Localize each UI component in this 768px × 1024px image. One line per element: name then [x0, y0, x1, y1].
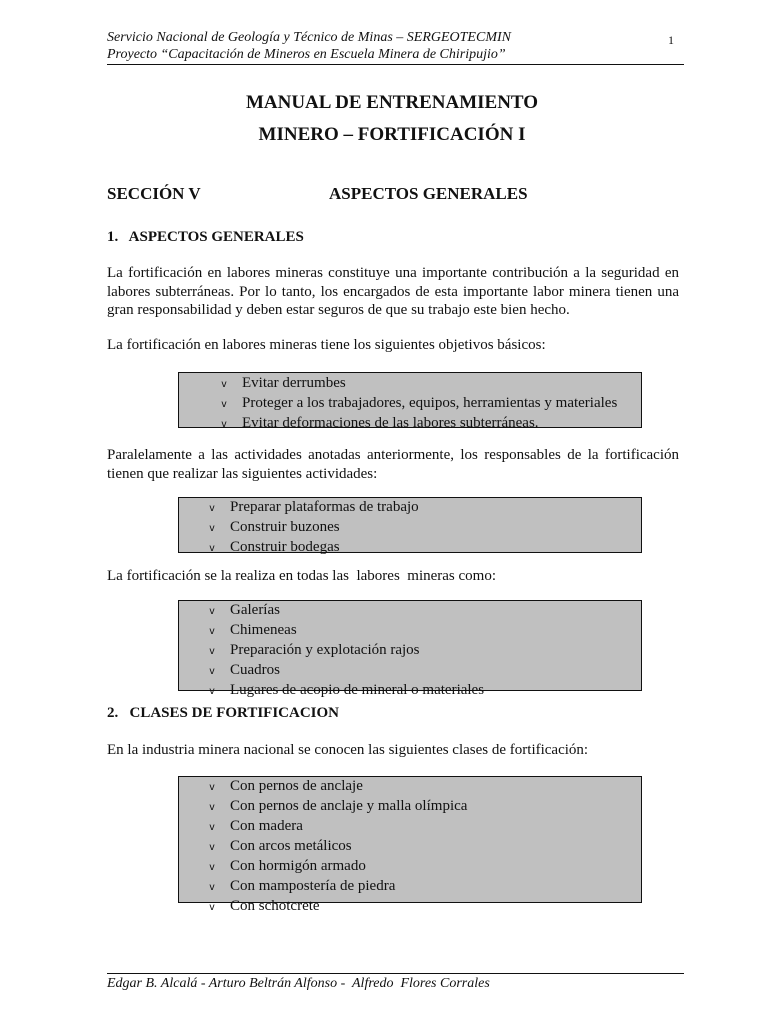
list-item	[219, 374, 641, 394]
bullet-list	[207, 498, 641, 558]
document-title-line1: MANUAL DE ENTRENAMIENTO	[245, 92, 539, 113]
bullet-list	[207, 777, 641, 917]
footer-divider	[107, 973, 684, 974]
list-item-text: Preparación y explotación rajos	[230, 642, 420, 658]
list-item-text: Con hormigón armado	[230, 858, 366, 874]
bullet-check-icon: v	[220, 419, 228, 430]
list-item	[207, 877, 641, 897]
bullet-check-icon: v	[220, 379, 228, 390]
list-item	[207, 837, 641, 857]
bullet-check-icon: v	[208, 822, 216, 833]
bullet-check-icon: v	[208, 862, 216, 873]
list-item-text: Galerías	[230, 602, 280, 618]
header-divider	[107, 64, 684, 65]
paragraph-labores: La fortificación se la realiza en todas las labores mineras como:	[107, 568, 497, 584]
heading-clases-fortificacion: 2. CLASES DE FORTIFICACION	[107, 705, 340, 721]
list-item-text: Chimeneas	[230, 622, 297, 638]
list-item	[207, 797, 641, 817]
bullet-check-icon: v	[208, 503, 216, 514]
list-item	[219, 394, 641, 414]
list-item	[219, 414, 641, 434]
bullet-check-icon: v	[208, 666, 216, 677]
bullet-check-icon: v	[208, 882, 216, 893]
list-item-text: Proteger a los trabajadores, equipos, herramientas y materiales	[242, 395, 618, 411]
bullet-check-icon: v	[208, 686, 216, 697]
list-item	[207, 538, 641, 558]
bullet-list	[219, 374, 641, 434]
bullet-check-icon: v	[208, 626, 216, 637]
list-box-labores	[178, 600, 642, 698]
section-name: ASPECTOS GENERALES	[329, 184, 528, 203]
list-item-text: Con arcos metálicos	[230, 838, 352, 854]
list-item-text: Con schotcrete	[230, 898, 320, 914]
list-item	[207, 621, 641, 641]
paragraph-intro: La fortificación en labores mineras constituye una importante contribución a la seguridad en labores subterráneas. Por lo tanto, los encargados de esta importante labor minera tienen una gran responsabilidad y deben estar seguros de que su trabajo este bien hecho.	[107, 265, 679, 318]
list-item	[207, 777, 641, 797]
document-title-line2: MINERO – FORTIFICACIÓN I	[258, 124, 526, 145]
list-box-actividades	[178, 497, 642, 553]
heading-aspectos-generales: 1. ASPECTOS GENERALES	[107, 229, 304, 245]
page-number: 1	[668, 33, 674, 47]
list-item-text: Evitar deformaciones de las labores subterráneas.	[242, 415, 539, 431]
bullet-check-icon: v	[208, 902, 216, 913]
list-item	[207, 641, 641, 661]
list-item	[207, 518, 641, 538]
list-item-text: Con pernos de anclaje	[230, 778, 363, 794]
list-item	[207, 681, 641, 701]
list-item-text: Construir buzones	[230, 519, 340, 535]
bullet-check-icon: v	[208, 606, 216, 617]
list-item	[207, 661, 641, 681]
list-item-text: Con mampostería de piedra	[230, 878, 396, 894]
list-box-objetivos	[178, 372, 642, 431]
list-item	[207, 498, 641, 518]
bullet-list	[207, 601, 641, 701]
list-item-text: Con madera	[230, 818, 303, 834]
list-item-text: Preparar plataformas de trabajo	[230, 499, 419, 515]
list-item-text: Cuadros	[230, 662, 280, 678]
list-box-clases	[178, 776, 642, 914]
header-project: Proyecto “Capacitación de Mineros en Escuela Minera de Chiripujio”	[107, 47, 506, 62]
list-item	[207, 897, 641, 917]
bullet-check-icon: v	[208, 543, 216, 554]
list-item-text: Evitar derrumbes	[242, 375, 346, 391]
paragraph-objetivos: La fortificación en labores mineras tiene los siguientes objetivos básicos:	[107, 337, 546, 353]
bullet-check-icon: v	[208, 782, 216, 793]
footer-authors: Edgar B. Alcalá - Arturo Beltrán Alfonso - Alfredo Flores Corrales	[107, 976, 490, 991]
list-item-text: Construir bodegas	[230, 539, 340, 555]
bullet-check-icon: v	[208, 523, 216, 534]
bullet-check-icon: v	[208, 842, 216, 853]
paragraph-actividades: Paralelamente a las actividades anotadas anteriormente, los responsables de la fortificación tienen que realizar las siguientes actividades:	[107, 447, 679, 482]
section-label: SECCIÓN V	[107, 184, 201, 203]
bullet-check-icon: v	[208, 802, 216, 813]
list-item-text: Lugares de acopio de mineral o materiales	[230, 682, 485, 698]
header-institution: Servicio Nacional de Geología y Técnico de Minas – SERGEOTECMIN	[107, 30, 511, 45]
list-item	[207, 601, 641, 621]
list-item-text: Con pernos de anclaje y malla olímpica	[230, 798, 468, 814]
list-item	[207, 857, 641, 877]
paragraph-clases: En la industria minera nacional se conocen las siguientes clases de fortificación:	[107, 742, 589, 758]
bullet-check-icon: v	[220, 399, 228, 410]
list-item	[207, 817, 641, 837]
bullet-check-icon: v	[208, 646, 216, 657]
